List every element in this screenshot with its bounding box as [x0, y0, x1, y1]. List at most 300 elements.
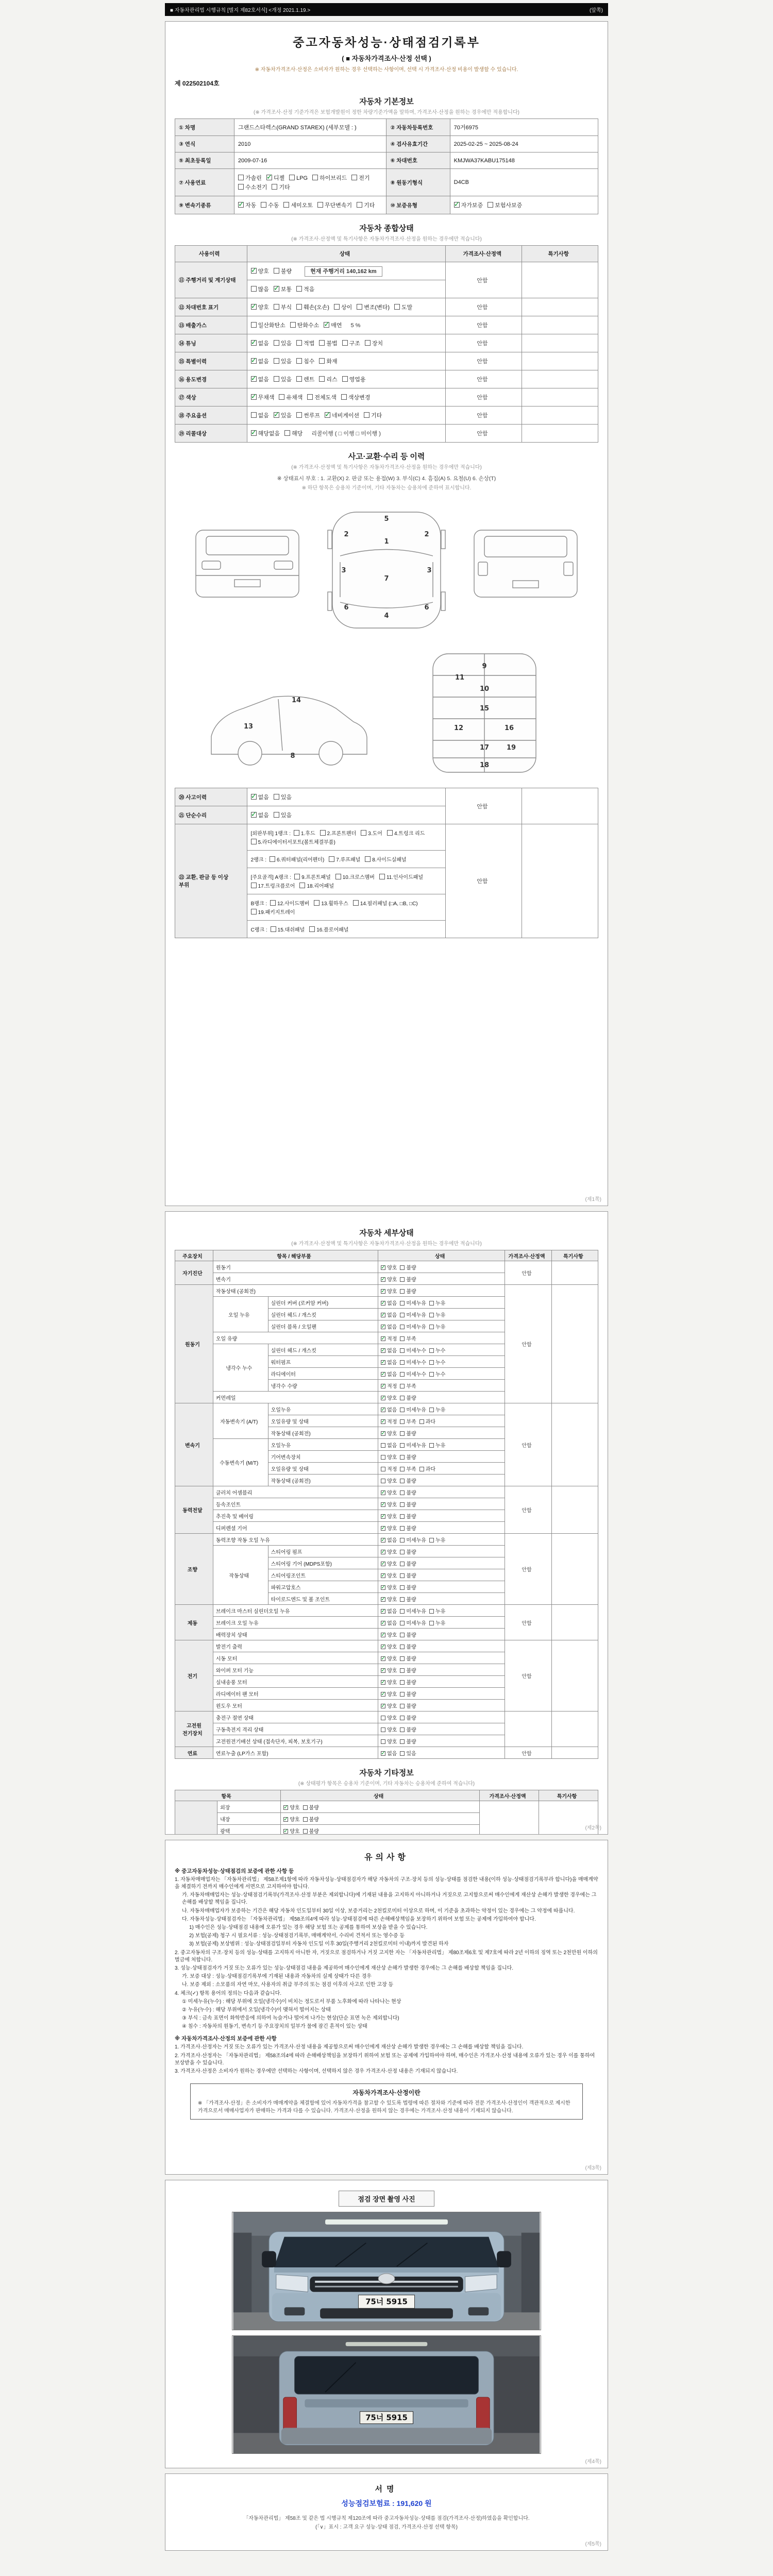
- checkbox[interactable]: [400, 1716, 405, 1720]
- checkbox-option[interactable]: [387, 829, 425, 837]
- checkbox[interactable]: [400, 1502, 405, 1507]
- checkbox-option[interactable]: [381, 1631, 397, 1638]
- checkbox-checked[interactable]: [251, 340, 257, 346]
- checkbox[interactable]: [251, 412, 257, 418]
- checkbox-checked[interactable]: [381, 1336, 385, 1341]
- checkbox-option[interactable]: [296, 303, 329, 311]
- checkbox-option[interactable]: [251, 375, 269, 383]
- checkbox-option[interactable]: [400, 1500, 416, 1508]
- checkbox-option[interactable]: [365, 339, 383, 347]
- checkbox-option[interactable]: [381, 1334, 397, 1342]
- checkbox-checked[interactable]: [266, 175, 272, 180]
- checkbox[interactable]: [351, 175, 357, 180]
- checkbox-checked[interactable]: [381, 1514, 385, 1519]
- checkbox-option[interactable]: [400, 1749, 416, 1757]
- checkbox[interactable]: [364, 412, 369, 418]
- checkbox-option[interactable]: [274, 793, 292, 801]
- checkbox-checked[interactable]: [381, 1562, 385, 1566]
- checkbox-option[interactable]: [400, 1595, 416, 1603]
- checkbox-option[interactable]: [296, 339, 314, 347]
- checkbox-option[interactable]: [454, 201, 483, 209]
- checkbox-option[interactable]: [429, 1619, 445, 1626]
- checkbox-option[interactable]: [400, 1429, 416, 1437]
- checkbox-option[interactable]: [251, 393, 275, 401]
- checkbox[interactable]: [400, 1526, 405, 1531]
- checkbox[interactable]: [303, 1805, 308, 1810]
- checkbox[interactable]: [400, 1538, 405, 1543]
- checkbox[interactable]: [400, 1455, 405, 1460]
- checkbox-option[interactable]: [400, 1583, 416, 1591]
- checkbox[interactable]: [400, 1597, 405, 1602]
- checkbox-checked[interactable]: [283, 1817, 288, 1822]
- checkbox-option[interactable]: [251, 303, 269, 311]
- checkbox-option[interactable]: [381, 1311, 397, 1318]
- checkbox-option[interactable]: [296, 357, 314, 365]
- checkbox[interactable]: [361, 830, 366, 836]
- checkbox-option[interactable]: [283, 1815, 299, 1823]
- checkbox[interactable]: [381, 1455, 385, 1460]
- checkbox-option[interactable]: [400, 1690, 416, 1698]
- checkbox-option[interactable]: [251, 411, 269, 419]
- checkbox-checked[interactable]: [381, 1645, 385, 1649]
- checkbox-option[interactable]: [381, 1358, 397, 1366]
- checkbox-option[interactable]: [429, 1370, 445, 1378]
- checkbox-option[interactable]: [283, 1827, 299, 1835]
- checkbox[interactable]: [296, 412, 302, 418]
- checkbox-checked[interactable]: [381, 1621, 385, 1625]
- checkbox[interactable]: [429, 1325, 434, 1329]
- checkbox-option[interactable]: [381, 1702, 397, 1709]
- checkbox-option[interactable]: [251, 882, 295, 889]
- checkbox[interactable]: [400, 1336, 405, 1341]
- checkbox-option[interactable]: [429, 1405, 445, 1413]
- checkbox[interactable]: [274, 304, 279, 310]
- checkbox-option[interactable]: [334, 303, 352, 311]
- checkbox-option[interactable]: [283, 201, 313, 209]
- checkbox-option[interactable]: [274, 339, 292, 347]
- checkbox-option[interactable]: [429, 1299, 445, 1307]
- checkbox-checked[interactable]: [381, 1431, 385, 1436]
- checkbox-option[interactable]: [381, 1405, 397, 1413]
- checkbox[interactable]: [251, 909, 257, 914]
- checkbox-option[interactable]: [429, 1311, 445, 1318]
- checkbox-option[interactable]: [400, 1642, 416, 1650]
- checkbox-option[interactable]: [400, 1358, 426, 1366]
- checkbox[interactable]: [342, 340, 348, 346]
- checkbox[interactable]: [283, 202, 289, 208]
- checkbox-option[interactable]: [381, 1477, 397, 1484]
- checkbox-option[interactable]: [381, 1263, 397, 1271]
- checkbox-option[interactable]: [357, 303, 390, 311]
- checkbox-option[interactable]: [303, 1803, 319, 1811]
- checkbox-option[interactable]: [251, 838, 335, 845]
- checkbox-option[interactable]: [400, 1571, 416, 1579]
- checkbox[interactable]: [251, 322, 257, 328]
- checkbox-option[interactable]: [379, 873, 423, 880]
- checkbox-option[interactable]: [251, 321, 285, 329]
- checkbox-option[interactable]: [400, 1725, 416, 1733]
- checkbox-checked[interactable]: [381, 1325, 385, 1329]
- checkbox-option[interactable]: [400, 1417, 416, 1425]
- checkbox[interactable]: [381, 1467, 385, 1471]
- checkbox[interactable]: [296, 340, 302, 346]
- checkbox-option[interactable]: [251, 339, 269, 347]
- checkbox-checked[interactable]: [381, 1313, 385, 1317]
- checkbox-option[interactable]: [274, 811, 292, 819]
- checkbox-option[interactable]: [400, 1548, 416, 1555]
- checkbox[interactable]: [400, 1727, 405, 1732]
- checkbox-checked[interactable]: [274, 412, 279, 418]
- checkbox-option[interactable]: [381, 1488, 397, 1496]
- checkbox-option[interactable]: [290, 321, 320, 329]
- checkbox[interactable]: [290, 322, 296, 328]
- checkbox-option[interactable]: [381, 1737, 397, 1745]
- checkbox-option[interactable]: [400, 1560, 416, 1567]
- checkbox[interactable]: [341, 394, 347, 400]
- checkbox-checked[interactable]: [251, 394, 257, 400]
- checkbox-checked[interactable]: [381, 1384, 385, 1388]
- checkbox-option[interactable]: [296, 285, 314, 293]
- checkbox-option[interactable]: [381, 1548, 397, 1555]
- checkbox-checked[interactable]: [251, 794, 257, 800]
- checkbox-checked[interactable]: [283, 1829, 288, 1834]
- checkbox-option[interactable]: [381, 1749, 397, 1757]
- checkbox-option[interactable]: [381, 1725, 397, 1733]
- checkbox[interactable]: [400, 1325, 405, 1329]
- checkbox-option[interactable]: [381, 1512, 397, 1520]
- checkbox-checked[interactable]: [381, 1585, 385, 1590]
- checkbox[interactable]: [488, 202, 493, 208]
- checkbox-option[interactable]: [381, 1571, 397, 1579]
- checkbox-option[interactable]: [365, 855, 406, 863]
- checkbox-checked[interactable]: [251, 304, 257, 310]
- checkbox-checked[interactable]: [381, 1550, 385, 1554]
- checkbox[interactable]: [289, 175, 295, 180]
- checkbox-option[interactable]: [364, 411, 382, 419]
- checkbox-option[interactable]: [400, 1405, 426, 1413]
- checkbox[interactable]: [400, 1550, 405, 1554]
- checkbox-option[interactable]: [289, 175, 308, 181]
- checkbox[interactable]: [400, 1562, 405, 1566]
- checkbox-checked[interactable]: [454, 202, 460, 208]
- checkbox-checked[interactable]: [381, 1360, 385, 1365]
- checkbox[interactable]: [400, 1265, 405, 1270]
- checkbox-option[interactable]: [294, 829, 315, 837]
- checkbox[interactable]: [429, 1621, 434, 1625]
- checkbox[interactable]: [319, 340, 325, 346]
- checkbox-option[interactable]: [400, 1524, 416, 1532]
- checkbox-option[interactable]: [381, 1500, 397, 1508]
- checkbox-option[interactable]: [296, 411, 320, 419]
- checkbox-option[interactable]: [429, 1323, 445, 1330]
- checkbox[interactable]: [353, 900, 359, 906]
- checkbox[interactable]: [319, 376, 325, 382]
- checkbox[interactable]: [238, 175, 244, 180]
- checkbox-option[interactable]: [296, 375, 314, 383]
- checkbox-option[interactable]: [381, 1275, 397, 1283]
- checkbox[interactable]: [342, 376, 348, 382]
- checkbox-option[interactable]: [381, 1678, 397, 1686]
- checkbox-checked[interactable]: [381, 1419, 385, 1424]
- checkbox[interactable]: [303, 1829, 308, 1834]
- checkbox[interactable]: [303, 1817, 308, 1822]
- checkbox[interactable]: [274, 268, 279, 274]
- checkbox-option[interactable]: [325, 411, 359, 419]
- checkbox[interactable]: [400, 1419, 405, 1424]
- checkbox-option[interactable]: [381, 1595, 397, 1603]
- checkbox-option[interactable]: [429, 1607, 445, 1615]
- checkbox[interactable]: [400, 1656, 405, 1661]
- checkbox-checked[interactable]: [283, 1805, 288, 1810]
- checkbox-option[interactable]: [381, 1524, 397, 1532]
- checkbox[interactable]: [320, 830, 326, 836]
- checkbox-option[interactable]: [429, 1536, 445, 1544]
- checkbox[interactable]: [400, 1573, 405, 1578]
- checkbox-checked[interactable]: [381, 1680, 385, 1685]
- checkbox-option[interactable]: [381, 1417, 397, 1425]
- checkbox-checked[interactable]: [325, 412, 330, 418]
- checkbox-option[interactable]: [381, 1583, 397, 1591]
- checkbox[interactable]: [400, 1680, 405, 1685]
- checkbox-option[interactable]: [341, 393, 371, 401]
- checkbox-option[interactable]: [320, 829, 357, 837]
- checkbox-option[interactable]: [400, 1453, 416, 1461]
- checkbox[interactable]: [379, 874, 385, 879]
- checkbox[interactable]: [296, 358, 302, 364]
- checkbox-option[interactable]: [342, 375, 366, 383]
- checkbox-option[interactable]: [324, 321, 342, 329]
- checkbox-option[interactable]: [279, 393, 303, 401]
- checkbox-checked[interactable]: [274, 286, 279, 292]
- checkbox-option[interactable]: [238, 174, 262, 182]
- checkbox-option[interactable]: [400, 1323, 426, 1330]
- checkbox[interactable]: [419, 1467, 424, 1471]
- checkbox[interactable]: [274, 812, 279, 818]
- checkbox[interactable]: [294, 874, 300, 879]
- checkbox-option[interactable]: [400, 1631, 416, 1638]
- checkbox-option[interactable]: [381, 1441, 397, 1449]
- checkbox-checked[interactable]: [324, 322, 329, 328]
- checkbox-option[interactable]: [400, 1287, 416, 1295]
- checkbox-option[interactable]: [381, 1654, 397, 1662]
- checkbox[interactable]: [261, 202, 266, 208]
- checkbox-option[interactable]: [381, 1714, 397, 1721]
- checkbox-option[interactable]: [251, 811, 269, 819]
- checkbox-option[interactable]: [294, 873, 331, 880]
- checkbox[interactable]: [429, 1609, 434, 1614]
- checkbox[interactable]: [394, 304, 400, 310]
- checkbox[interactable]: [400, 1396, 405, 1400]
- checkbox-option[interactable]: [357, 201, 375, 209]
- checkbox[interactable]: [400, 1360, 405, 1365]
- checkbox-option[interactable]: [381, 1465, 397, 1472]
- checkbox-option[interactable]: [381, 1323, 397, 1330]
- checkbox-checked[interactable]: [381, 1372, 385, 1377]
- checkbox[interactable]: [271, 926, 276, 932]
- checkbox[interactable]: [381, 1479, 385, 1483]
- checkbox-option[interactable]: [314, 899, 348, 907]
- checkbox[interactable]: [400, 1490, 405, 1495]
- checkbox-option[interactable]: [400, 1382, 416, 1389]
- checkbox-checked[interactable]: [251, 376, 257, 382]
- checkbox-checked[interactable]: [381, 1265, 385, 1270]
- checkbox-checked[interactable]: [251, 430, 257, 436]
- checkbox-option[interactable]: [400, 1263, 416, 1271]
- checkbox[interactable]: [429, 1538, 434, 1543]
- checkbox[interactable]: [400, 1372, 405, 1377]
- checkbox[interactable]: [251, 883, 257, 888]
- checkbox-option[interactable]: [429, 1346, 445, 1354]
- checkbox-option[interactable]: [381, 1299, 397, 1307]
- checkbox[interactable]: [299, 883, 305, 888]
- checkbox-option[interactable]: [400, 1488, 416, 1496]
- checkbox-checked[interactable]: [381, 1597, 385, 1602]
- checkbox[interactable]: [400, 1621, 405, 1625]
- checkbox-option[interactable]: [307, 393, 337, 401]
- checkbox-option[interactable]: [381, 1619, 397, 1626]
- checkbox-checked[interactable]: [381, 1490, 385, 1495]
- checkbox-option[interactable]: [381, 1560, 397, 1567]
- checkbox[interactable]: [314, 900, 320, 906]
- checkbox-option[interactable]: [284, 429, 303, 437]
- checkbox-option[interactable]: [319, 357, 337, 365]
- checkbox[interactable]: [238, 184, 244, 190]
- checkbox-option[interactable]: [488, 201, 522, 209]
- checkbox-option[interactable]: [400, 1311, 426, 1318]
- checkbox-option[interactable]: [394, 303, 412, 311]
- checkbox-option[interactable]: [400, 1619, 426, 1626]
- checkbox-option[interactable]: [381, 1666, 397, 1674]
- checkbox[interactable]: [307, 394, 313, 400]
- checkbox[interactable]: [251, 839, 257, 844]
- checkbox-option[interactable]: [270, 899, 309, 907]
- checkbox-checked[interactable]: [381, 1277, 385, 1282]
- checkbox-option[interactable]: [400, 1441, 426, 1449]
- checkbox[interactable]: [312, 175, 318, 180]
- checkbox[interactable]: [429, 1348, 434, 1353]
- checkbox[interactable]: [335, 874, 341, 879]
- checkbox[interactable]: [400, 1479, 405, 1483]
- checkbox[interactable]: [400, 1514, 405, 1519]
- checkbox-option[interactable]: [274, 267, 292, 275]
- checkbox-option[interactable]: [400, 1607, 426, 1615]
- checkbox-option[interactable]: [381, 1690, 397, 1698]
- checkbox-checked[interactable]: [251, 812, 257, 818]
- checkbox-checked[interactable]: [381, 1633, 385, 1637]
- checkbox-option[interactable]: [400, 1465, 416, 1472]
- checkbox[interactable]: [274, 358, 279, 364]
- checkbox-option[interactable]: [274, 303, 292, 311]
- checkbox[interactable]: [400, 1692, 405, 1697]
- checkbox-option[interactable]: [400, 1737, 416, 1745]
- checkbox[interactable]: [400, 1739, 405, 1744]
- checkbox-checked[interactable]: [381, 1348, 385, 1353]
- checkbox-option[interactable]: [271, 925, 305, 933]
- checkbox-option[interactable]: [361, 829, 382, 837]
- checkbox-option[interactable]: [251, 267, 269, 275]
- checkbox[interactable]: [381, 1727, 385, 1732]
- checkbox[interactable]: [400, 1408, 405, 1412]
- checkbox-option[interactable]: [335, 873, 375, 880]
- checkbox-option[interactable]: [303, 1827, 319, 1835]
- checkbox[interactable]: [270, 856, 275, 862]
- checkbox[interactable]: [251, 286, 257, 292]
- checkbox-option[interactable]: [238, 201, 256, 209]
- checkbox[interactable]: [334, 304, 340, 310]
- checkbox[interactable]: [400, 1751, 405, 1756]
- checkbox-checked[interactable]: [381, 1668, 385, 1673]
- checkbox-option[interactable]: [251, 429, 280, 437]
- checkbox-option[interactable]: [381, 1370, 397, 1378]
- checkbox-option[interactable]: [400, 1275, 416, 1283]
- checkbox[interactable]: [274, 340, 279, 346]
- checkbox-option[interactable]: [381, 1536, 397, 1544]
- checkbox-option[interactable]: [266, 174, 284, 182]
- checkbox[interactable]: [357, 202, 362, 208]
- checkbox-option[interactable]: [400, 1477, 416, 1484]
- checkbox-checked[interactable]: [381, 1301, 385, 1306]
- checkbox-checked[interactable]: [381, 1692, 385, 1697]
- checkbox-checked[interactable]: [381, 1502, 385, 1507]
- checkbox[interactable]: [400, 1301, 405, 1306]
- checkbox-option[interactable]: [400, 1666, 416, 1674]
- checkbox-option[interactable]: [342, 339, 360, 347]
- checkbox-option[interactable]: [381, 1607, 397, 1615]
- checkbox-option[interactable]: [429, 1358, 445, 1366]
- checkbox[interactable]: [309, 926, 315, 932]
- checkbox-checked[interactable]: [381, 1526, 385, 1531]
- checkbox[interactable]: [419, 1419, 424, 1424]
- checkbox[interactable]: [274, 794, 279, 800]
- checkbox[interactable]: [329, 856, 334, 862]
- checkbox[interactable]: [296, 376, 302, 382]
- checkbox-option[interactable]: [400, 1512, 416, 1520]
- checkbox-checked[interactable]: [238, 202, 244, 208]
- checkbox-option[interactable]: [419, 1465, 435, 1472]
- checkbox-option[interactable]: [400, 1299, 426, 1307]
- checkbox-option[interactable]: [400, 1678, 416, 1686]
- checkbox[interactable]: [400, 1313, 405, 1317]
- checkbox[interactable]: [400, 1443, 405, 1448]
- checkbox[interactable]: [381, 1716, 385, 1720]
- checkbox-option[interactable]: [261, 201, 279, 209]
- checkbox-checked[interactable]: [381, 1538, 385, 1543]
- checkbox-checked[interactable]: [381, 1573, 385, 1578]
- checkbox[interactable]: [429, 1360, 434, 1365]
- checkbox-option[interactable]: [400, 1654, 416, 1662]
- checkbox-option[interactable]: [400, 1536, 426, 1544]
- checkbox[interactable]: [357, 304, 362, 310]
- checkbox-option[interactable]: [312, 174, 347, 182]
- checkbox-option[interactable]: [274, 375, 292, 383]
- checkbox-option[interactable]: [319, 375, 337, 383]
- checkbox-option[interactable]: [283, 1803, 299, 1811]
- checkbox[interactable]: [365, 340, 371, 346]
- checkbox[interactable]: [381, 1739, 385, 1744]
- checkbox[interactable]: [400, 1585, 405, 1590]
- checkbox-option[interactable]: [317, 201, 352, 209]
- checkbox-option[interactable]: [303, 1815, 319, 1823]
- checkbox-option[interactable]: [274, 411, 292, 419]
- checkbox[interactable]: [400, 1289, 405, 1294]
- checkbox-option[interactable]: [270, 855, 324, 863]
- checkbox[interactable]: [429, 1443, 434, 1448]
- checkbox[interactable]: [400, 1384, 405, 1388]
- checkbox-option[interactable]: [419, 1417, 435, 1425]
- checkbox[interactable]: [294, 830, 299, 836]
- checkbox-option[interactable]: [400, 1702, 416, 1709]
- checkbox-option[interactable]: [274, 357, 292, 365]
